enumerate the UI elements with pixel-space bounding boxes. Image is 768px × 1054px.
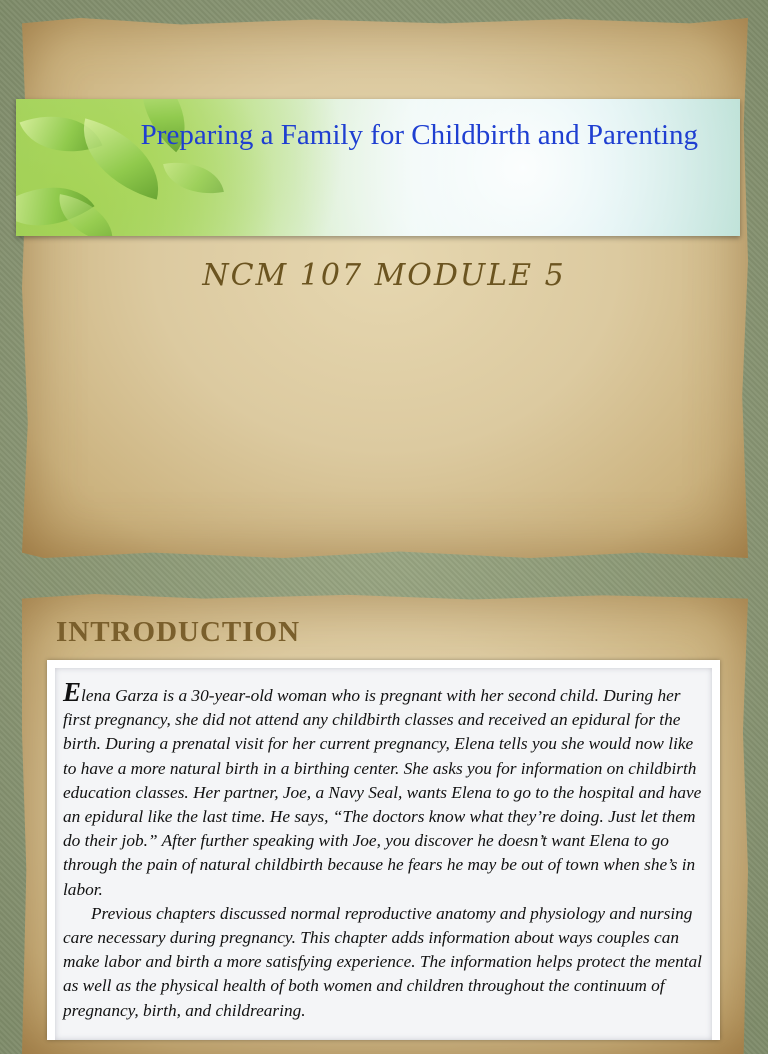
presentation-title: Preparing a Family for Childbirth and Parenting <box>140 119 698 151</box>
introduction-text-inner <box>55 668 712 1040</box>
paragraph-case-study <box>63 677 704 902</box>
introduction-text-box <box>47 660 720 1040</box>
leaf-decoration <box>163 155 224 202</box>
introduction-heading: INTRODUCTION <box>56 616 301 648</box>
paragraph-chapter-overview: Previous chapters discussed normal reproductive anatomy and physiology and nursing care necessary during pregnancy. This chapter adds information about ways couples can make labor and birth a more satisfying experience. The information helps protect the mental as well as the physical health of both women and children throughout the continuum of pregnancy, birth, and childrearing. <box>63 903 702 1020</box>
paragraph-case-study-text: lena Garza is a 30-year-old woman who is pregnant with her second child. During her first pregnancy, she did not attend any childbirth classes and received an epidural for the birth. During a prenatal visit for her current pregnancy, Elena tells you she would now like to have a more natural birth in a birthing center. She asks you for information on childbirth education classes. Her partner, Joe, a Navy Seal, wants Elena to go to the hospital and have an epidural like the last time. He says, “The doctors know what they’re doing. Just let them do their job.” After further speaking with Joe, you discover he doesn’t want Elena to go through the pain of natural childbirth because he fears he may be out of town when she’s in labor. <box>63 686 702 899</box>
drop-cap: E <box>63 677 82 707</box>
module-label: NCM 107 MODULE 5 <box>202 258 566 293</box>
title-banner <box>16 99 740 236</box>
